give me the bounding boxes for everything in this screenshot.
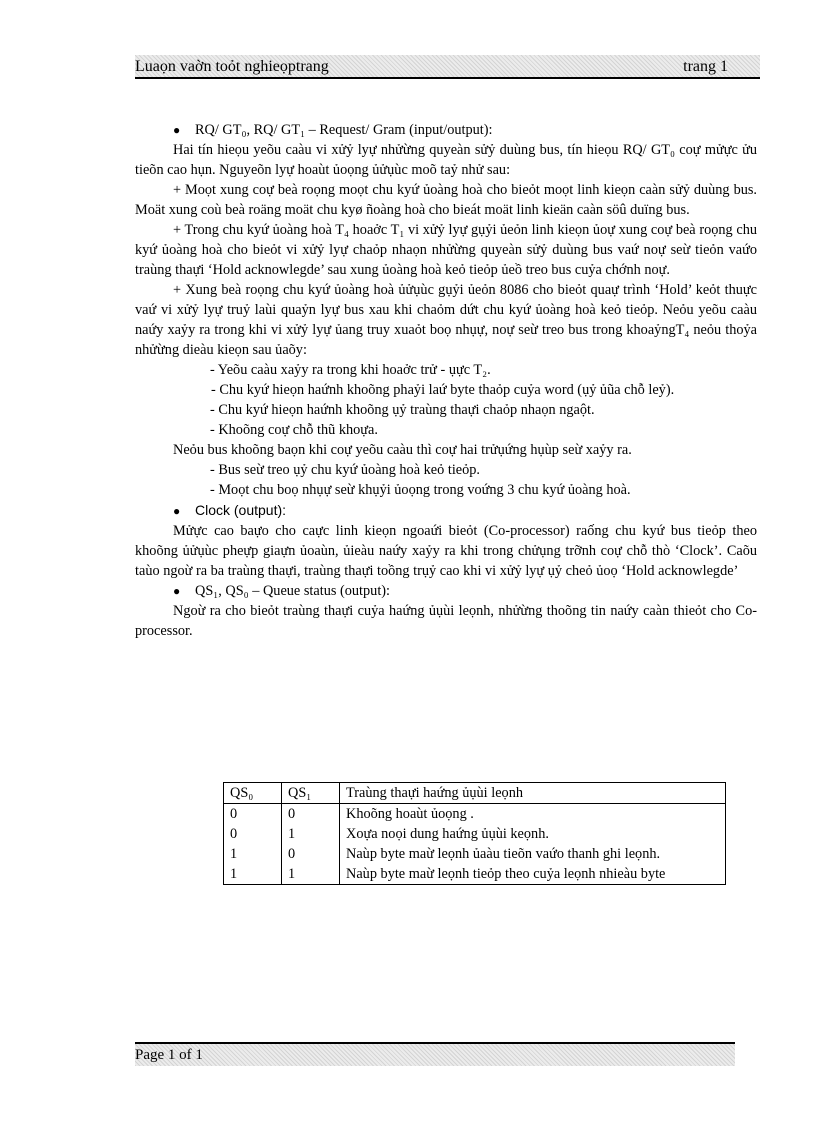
- paragraph: Neỏu bus khoõng baọn khi coự yeõu caàu thì coự hai trửụứng hụùp seừ xaỷy ra.: [173, 442, 632, 458]
- table-cell: [224, 804, 282, 885]
- table-row: [224, 804, 726, 885]
- paragraph: + Trong chu kyứ ủoàng hoà T₄ hoaởc T₁ vi xửỷ lyự gụỷi ủeỏn linh kieọn ủoự xung coự beà roọng chu kyứ ủoàng hoà cho bieỏt vi xửỷ lyự chaỏp nhaọn nhửừng quyeàn sửỷ duùng bus vaứ noự seừ tieỏn vaứo traùng thaựi ‘Hold acknowlegde’ sau xung ủoàng hoà keỏ tieỏp ủeồ treo bus cuỷa chớnh noự.: [135, 222, 757, 278]
- header-page-number: trang 1: [683, 58, 728, 75]
- cell-value: 0: [230, 826, 238, 842]
- cell-value: 1: [230, 846, 238, 862]
- bullet-icon: ●: [173, 123, 181, 137]
- table-cell: [282, 804, 340, 885]
- cell-value: Khoõng hoaùt ủoọng .: [346, 806, 474, 822]
- header-title: Luaọn vaờn toỏt nghieọptrang: [135, 58, 329, 75]
- paragraph: + Moọt xung coự beà roọng moọt chu kyứ ủoàng hoà cho bieỏt moọt linh kieọn caàn sửỷ duùng bus. Moät xung coù beà roäng moät chu kyø ñoàng hoà cho bieát moät linh kieän caàn söû duïng bus.: [135, 182, 757, 218]
- bullet-text: RQ/ GT₀, RQ/ GT₁ – Request/ Gram (input/output):: [195, 122, 493, 138]
- page-footer: [135, 1042, 735, 1066]
- bullet-queue-status: [135, 581, 757, 601]
- bullet-text: QS₁, QS₀ – Queue status (output):: [195, 583, 391, 599]
- cell-value: 0: [288, 846, 296, 862]
- dash-item: - Chu kyứ hieọn haứnh khoõng phaỷi laứ byte thaỏp cuỷa word (ụỷ ủũa chỗ leỷ).: [211, 382, 675, 398]
- table-header-cell: QS₁: [282, 783, 340, 804]
- cell-value: 1: [288, 826, 296, 842]
- table-header-cell: QS₀: [224, 783, 282, 804]
- dash-item: - Chu kyứ hieọn haứnh khoõng ụỷ traùng thaựi chaỏp nhaọn ngaột.: [210, 402, 595, 418]
- cell-value: 1: [230, 866, 238, 882]
- queue-status-table: [223, 782, 726, 885]
- table-cell: [340, 804, 726, 885]
- table-header-row: [224, 783, 726, 804]
- dash-item: - Bus seừ treo ụỷ chu kyứ ủoàng hoà keỏ tieỏp.: [210, 462, 481, 478]
- document-body: [135, 120, 757, 641]
- dash-item: - Yeõu caàu xaỷy ra trong khi hoaởc trử - ụực T₂.: [210, 362, 491, 378]
- bullet-text: Clock (output):: [195, 502, 287, 518]
- bullet-icon: ●: [173, 504, 181, 518]
- paragraph: + Xung beà roọng chu kyứ ủoàng hoà ủửụùc gụỷi ủeỏn 8086 cho bieỏt quaự trình ‘Hold’ keỏt thuực vaứ vi xửỷ lyự truỷ laùi quaỷn lyự bus xau khi chaỏm dứt chu kyứ ủoàng hoà keỏ tieỏp. Neỏu yeõu caàu naứy xaỷy ra trong khi vi xửỷ lyự ủang truy xuaỏt boọ nhụự, noự seừ treo bus trong khoaỷngT₄ neỏu thoỷa nhửừng dieàu kieọn sau ủaõy:: [135, 282, 757, 358]
- cell-value: Xoựa noọi dung haứng ủụùi keọnh.: [346, 826, 549, 842]
- paragraph: Ngoừ ra cho bieỏt traùng thaựi cuỷa haứng ủụùi leọnh, nhửừng thoõng tin naứy caàn thieỏt cho Co-processor.: [135, 603, 757, 639]
- bullet-rq-gt: [135, 120, 757, 140]
- cell-value: 1: [288, 866, 296, 882]
- cell-value: 0: [288, 806, 296, 822]
- paragraph: Hai tín hieọu yeõu caàu vi xửỷ lyự nhửừng quyeàn sửỷ duùng bus, tín hieọu RQ/ GT₀ coự mửực ửu tieõn cao hụn. Nguyeõn lyự hoaùt ủoọng ủửụùc moõ taỷ nhử sau:: [135, 142, 757, 178]
- dash-item: - Moọt chu boọ nhụự seừ khụỷi ủoọng trong voứng 3 chu kyứ ủoàng hoà.: [210, 482, 631, 498]
- bullet-icon: ●: [173, 584, 181, 598]
- cell-value: 0: [230, 806, 238, 822]
- table-header-cell: Traùng thaựi haứng ủụùi leọnh: [340, 783, 726, 804]
- footer-page-count: Page 1 of 1: [135, 1047, 203, 1063]
- cell-value: Naùp byte maừ leọnh tieỏp theo cuỷa leọnh nhieàu byte: [346, 866, 666, 882]
- paragraph: Mửực cao baựo cho caực linh kieọn ngoaứi bieỏt (Co-processor) raống chu kyứ bus tieỏp theo khoõng ủửụùc pheựp giaựn ủoaùn, ủieàu naứy xaỷy ra khi trong chửụng trỡnh coự chỗ thò ‘Clock’. Caõu taùo ngoừ ra ba traùng thaựi, traùng thaựi toồng trụỷ cao khi vi xửỷ lyự ụỷ cheỏ ủoọ ‘Hold acknowlegde’: [135, 523, 757, 579]
- page-header: [135, 55, 760, 79]
- cell-value: Naùp byte maừ leọnh ủaàu tieõn vaứo thanh ghi leọnh.: [346, 846, 661, 862]
- dash-item: - Khoõng coự chỗ thũ khoựa.: [210, 422, 378, 438]
- bullet-clock: [135, 500, 757, 521]
